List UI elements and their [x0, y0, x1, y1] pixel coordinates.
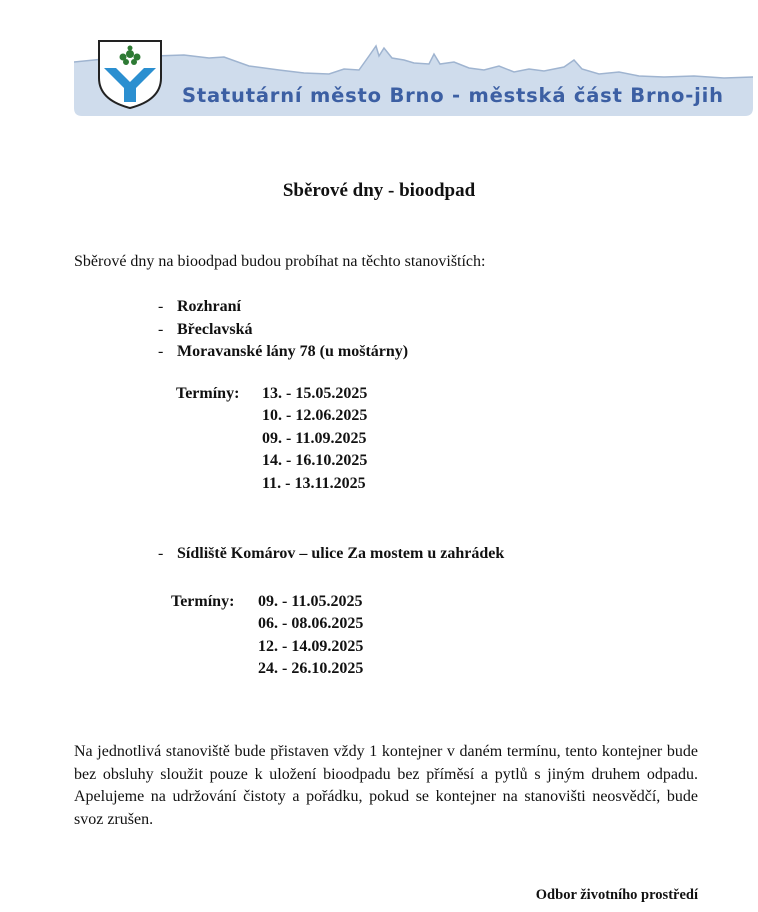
list-item: - Sídliště Komárov – ulice Za mostem u zahrádek — [158, 545, 505, 562]
date-item: 06. - 08.06.2025 — [258, 615, 364, 633]
date-item: 09. - 11.09.2025 — [262, 429, 367, 447]
date-item: 10. - 12.06.2025 — [262, 407, 368, 425]
location-list — [158, 296, 408, 364]
location-breclavska: Břeclavská — [177, 320, 253, 338]
list-item: - Rozhraní — [158, 298, 241, 315]
location-komarov: Sídliště Komárov – ulice Za mostem u zahrádek — [177, 545, 505, 562]
location-moravanske-lany: Moravanské lány 78 (u moštárny) — [177, 343, 409, 360]
terms-label: Termíny: — [171, 593, 235, 610]
list-item: - Moravanské lány 78 (u moštárny) — [158, 343, 409, 360]
terms-label: Termíny: — [176, 385, 240, 402]
intro-text: Sběrové dny na bioodpad budou probíhat na těchto stanovištích: — [74, 253, 486, 270]
date-list — [258, 591, 363, 681]
date-item: 13. - 15.05.2025 — [262, 385, 368, 402]
date-item: 24. - 26.10.2025 — [258, 660, 364, 678]
date-item: 09. - 11.05.2025 — [258, 593, 363, 610]
page-title: Sběrové dny - bioodpad — [282, 180, 476, 201]
list-item: - Břeclavská — [158, 320, 253, 338]
date-list — [262, 383, 367, 495]
date-item: 11. - 13.11.2025 — [262, 474, 366, 492]
location-list-2 — [158, 545, 504, 563]
notice-paragraph: Na jednotlivá stanoviště bude přistaven vždy 1 kontejner v daném termínu, tento kontejner bude bez obsluhy sloužit pouze k uložení bioodpadu bez příměsí a pytlů s jiným druhem odpadu. Apelujeme na udržování čistoty a pořádku, pokud se kontejner na stanovišti neosvědčí, bude svoz zrušen. — [74, 743, 698, 828]
signature: Odbor životního prostředí — [535, 887, 698, 903]
letterhead — [74, 36, 753, 116]
city-name-title: Statutární město Brno - městská část Brno-jih — [182, 84, 724, 107]
brno-jih-crest-icon — [96, 38, 164, 110]
location-rozhrani: Rozhraní — [177, 298, 241, 315]
date-item: 14. - 16.10.2025 — [262, 452, 368, 470]
date-item: 12. - 14.09.2025 — [258, 637, 364, 655]
